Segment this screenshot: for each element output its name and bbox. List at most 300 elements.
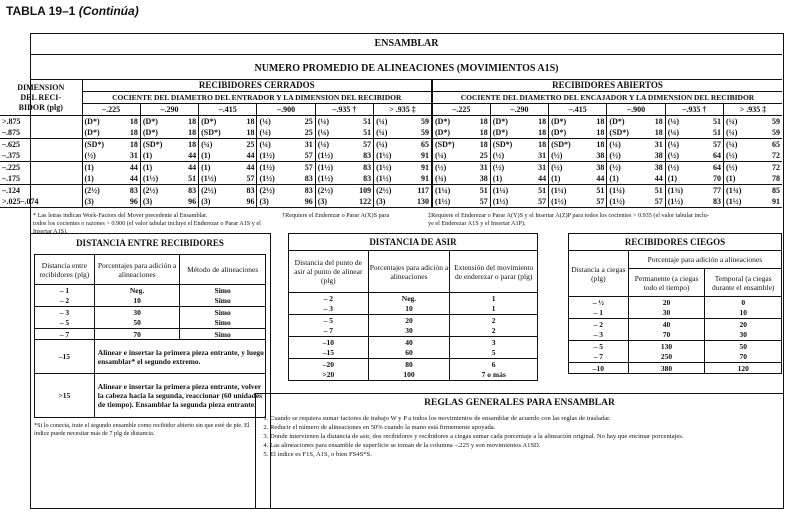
ciegos-cell: – 7: [569, 352, 629, 363]
open-value: 51: [694, 116, 723, 128]
closed-factor: (¼): [317, 128, 330, 137]
ciegos-title: RECIBIDORES CIEGOS: [568, 233, 782, 250]
open-value: 64: [694, 150, 723, 162]
dist-table: [34, 254, 266, 418]
closed-factor: (¼): [259, 117, 271, 126]
closed-value: 91: [403, 173, 432, 185]
open-value: 57: [636, 196, 665, 208]
open-value: 51: [694, 127, 723, 139]
open-factor: (SD*): [609, 128, 629, 137]
open-value: 18: [578, 127, 607, 139]
asir-cell: 2: [491, 315, 496, 325]
asir-cell: 100: [368, 370, 450, 381]
open-factor: (1½): [609, 197, 625, 206]
open-value: 38: [578, 150, 607, 162]
dist-cell: – 1: [35, 285, 95, 296]
dim-cell: –.875: [0, 127, 82, 139]
closed-factor: (3): [84, 197, 94, 206]
open-value: 38: [578, 162, 607, 174]
footnote-ddagger-line: ‡Requiere el Enderezar o Parar A(Y)S y el Insertar A(Z)P para todos los cocientes > 0.935 (el valor tabular inclu-: [428, 212, 709, 219]
ciegos-table: [568, 250, 782, 374]
closed-value: 59: [403, 127, 432, 139]
closed-value: 51: [169, 173, 198, 185]
open-header: RECIBIDORES ABIERTOS: [432, 80, 782, 92]
dist-cell: Simo: [214, 329, 231, 339]
closed-factor: (2½): [376, 186, 392, 195]
ciegos-row: [569, 330, 782, 341]
ciegos-cell: 70: [739, 352, 747, 362]
ciegos-cell: 70: [628, 330, 705, 341]
alignment-table: [0, 80, 782, 208]
dist-g15: >15: [35, 374, 95, 418]
open-factor: (D*): [492, 128, 508, 137]
dist-cell: – 2: [35, 296, 95, 307]
open-factor: (1): [551, 174, 561, 183]
regla-item: 1. Cuando se requiera sumar factores de trabajo W y P a todos los movimientos de ensamblar de acuerdo con las reglas de trasladar.: [270, 414, 783, 423]
closed-factor: (D*): [201, 117, 217, 126]
dist-cell: Simo: [214, 318, 231, 328]
closed-factor: (¼): [259, 140, 271, 149]
open-value: 57: [461, 196, 490, 208]
closed-factor: (3): [259, 197, 269, 206]
asir-cell: 20: [368, 315, 450, 326]
dist-cell: 70: [94, 329, 180, 340]
closed-value: 44: [111, 162, 140, 174]
open-factor: (¼): [726, 117, 738, 126]
closed-value: 18: [111, 139, 140, 151]
closed-factor: (SD*): [84, 140, 105, 149]
ciegos-row: [569, 297, 782, 308]
table-row: [0, 139, 782, 151]
asir-row: [289, 370, 538, 381]
closed-value: 31: [111, 150, 140, 162]
ciegos-cell: 40: [628, 319, 705, 330]
open-ratio-3: –.900: [607, 104, 665, 116]
asir-cell: 80: [368, 359, 450, 370]
reglas-list: [256, 414, 783, 459]
asir-row: [289, 337, 538, 348]
closed-value: 44: [228, 150, 257, 162]
open-factor: (1½): [434, 197, 451, 206]
asir-cell: 10: [368, 304, 450, 315]
asir-row: [289, 348, 538, 359]
open-value: 51: [578, 185, 607, 197]
closed-value: 25: [286, 127, 315, 139]
ciegos-cell: – 5: [569, 341, 629, 352]
dist-panel: [30, 233, 271, 508]
open-factor: (1): [726, 174, 736, 183]
closed-factor: (2½): [259, 186, 275, 195]
open-value: 91: [772, 197, 780, 206]
open-factor: (½): [726, 151, 738, 160]
dim-cell: –.625: [0, 139, 82, 151]
asir-cell: 1: [491, 293, 496, 303]
open-value: 31: [636, 139, 665, 151]
closed-factor: (D*): [84, 117, 100, 126]
closed-value: 91: [403, 150, 432, 162]
closed-value: 44: [228, 162, 257, 174]
closed-factor: (¼): [376, 128, 388, 137]
open-factor: (¼): [667, 117, 680, 126]
open-value: 18: [636, 116, 665, 128]
open-factor: (¼): [434, 151, 447, 160]
footnote-ddagger-line2: ye el Enderezar A1S y el Insertar A1P).: [428, 220, 526, 227]
dist-cell: Simo: [214, 285, 231, 295]
closed-value: 25: [228, 139, 257, 151]
closed-factor: (¼): [317, 140, 330, 149]
open-factor: (1½): [551, 197, 567, 206]
open-value: 51: [636, 185, 665, 197]
asir-cell: 3: [491, 337, 496, 347]
regla-item: 3. Donde intervienen la distancia de asir, dos recibidores y recibidores a ciegas sumar cada porcentaje a la alineación original. No hay que encimar porcentajes.: [270, 432, 783, 441]
asir-cell: 6: [491, 359, 496, 369]
footnote-ddagger: [428, 212, 780, 228]
closed-factor: (1½): [317, 151, 334, 160]
open-value: 44: [519, 173, 548, 185]
regla-item: 4. Las alineaciones para ensamble de superficie se toman de la columna –.225 y son movimientos A1SD.: [270, 441, 783, 450]
open-factor: (¾): [434, 174, 447, 183]
closed-value: 18: [111, 116, 140, 128]
table-row: [0, 150, 782, 162]
dist-h3: Método de alineaciones: [187, 265, 259, 274]
closed-value: 57: [228, 173, 257, 185]
open-value: 72: [772, 163, 780, 172]
open-ratio-0: –.225: [432, 104, 490, 116]
open-value: 18: [461, 139, 490, 151]
open-value: 57: [694, 139, 723, 151]
closed-factor: (¼): [317, 117, 330, 126]
open-factor: (1½): [667, 197, 684, 206]
asir-cell: – 3: [289, 304, 369, 315]
dim-cell: >.025–.074: [0, 196, 82, 208]
closed-ratio-3: –.900: [257, 104, 315, 116]
closed-value: 51: [344, 127, 373, 139]
closed-factor: (2½): [142, 186, 159, 195]
dim-cell: –.175: [0, 173, 82, 185]
open-factor: (½): [609, 151, 621, 160]
closed-value: 96: [286, 196, 315, 208]
open-value: 25: [461, 150, 490, 162]
asir-cell: –10: [289, 337, 369, 348]
closed-value: 51: [344, 116, 373, 128]
table-continuation: (Continúa): [78, 4, 139, 18]
ciegos-cell: – 2: [569, 319, 629, 330]
open-factor: (D*): [492, 117, 508, 126]
reglas-panel: [255, 393, 783, 508]
ciegos-h-dist: Distancia a ciegas (plg): [569, 251, 629, 297]
closed-value: 83: [344, 150, 373, 162]
open-factor: (½): [434, 163, 447, 172]
open-value: 38: [461, 173, 490, 185]
closed-value: 18: [111, 127, 140, 139]
open-factor: (1¾): [667, 186, 684, 195]
open-value: 18: [578, 116, 607, 128]
open-value: 72: [772, 151, 780, 160]
ciegos-row: [569, 363, 782, 374]
asir-cell: 60: [368, 348, 450, 359]
dist-cell: Simo: [214, 296, 231, 306]
dist-row: [35, 329, 266, 340]
dist-cell: – 3: [35, 307, 95, 318]
open-value: 44: [578, 173, 607, 185]
ciegos-cell: 130: [628, 341, 705, 352]
closed-header: RECIBIDORES CERRADOS: [82, 80, 432, 92]
open-factor: (½): [551, 151, 563, 160]
closed-factor: (1): [142, 151, 153, 160]
closed-value: 57: [286, 150, 315, 162]
open-value: 59: [772, 117, 780, 126]
open-factor: (1): [667, 174, 678, 183]
closed-value: 18: [228, 116, 257, 128]
closed-factor: (1): [84, 174, 94, 183]
ciegos-cell: 20: [628, 297, 705, 308]
dist-cell: 10: [94, 296, 180, 307]
closed-ratio-2: –.415: [199, 104, 257, 116]
closed-factor: (2½): [84, 186, 100, 195]
open-value: 31: [519, 162, 548, 174]
ciegos-cell: 0: [741, 297, 746, 307]
open-factor: (1¼): [492, 186, 509, 195]
closed-factor: (¼): [201, 140, 213, 149]
open-factor: (D*): [551, 117, 567, 126]
dist-cell: – 7: [35, 329, 95, 340]
closed-factor: (1½): [259, 174, 275, 183]
closed-value: 83: [111, 185, 140, 197]
ciegos-row: [569, 352, 782, 363]
closed-value: 65: [403, 139, 432, 151]
closed-ratio-5: > .935 ‡: [374, 104, 432, 116]
section-header: ENSAMBLAR: [31, 34, 782, 55]
closed-value: 109: [344, 185, 373, 197]
open-ratio-1: –.290: [490, 104, 548, 116]
closed-factor: (1): [201, 151, 211, 160]
open-factor: (½): [609, 163, 621, 172]
closed-value: 96: [111, 196, 140, 208]
open-factor: (1¼): [609, 186, 625, 195]
reglas-title: REGLAS GENERALES PARA ENSAMBLAR: [424, 398, 615, 408]
closed-value: 83: [344, 173, 373, 185]
dist-g15-text: Alinear e insertar la primera pieza entrante, volver la cabeza hacia la segunda, reaccionar (60 unidades de tiempo). Ensamblar la segunda pieza entrante.: [97, 382, 263, 409]
dim-cell: >.875: [0, 116, 82, 128]
closed-value: 83: [228, 185, 257, 197]
open-value: 18: [636, 127, 665, 139]
closed-value: 83: [286, 185, 315, 197]
closed-factor: (D*): [84, 128, 100, 137]
ciegos-cell: – 3: [569, 330, 629, 341]
table-row: [0, 116, 782, 128]
closed-factor: (1½): [376, 163, 392, 172]
closed-factor: (1½): [142, 174, 159, 183]
open-factor: (½): [667, 151, 680, 160]
asir-h1: Distancia del punto de asir al punto de alinear (plg): [289, 251, 369, 293]
asir-cell: 5: [491, 348, 496, 358]
closed-value: 44: [169, 162, 198, 174]
dist-cell: Simo: [214, 307, 231, 317]
closed-value: 25: [286, 116, 315, 128]
asir-cell: – 5: [289, 315, 369, 326]
open-value: 65: [772, 140, 780, 149]
asir-row: [289, 304, 538, 315]
ciegos-row: [569, 341, 782, 352]
table-row: [0, 185, 782, 197]
table-row: [0, 173, 782, 185]
dist-note: *Si lo conecta, trate el segundo ensamble como recibidor abierto sin que esté de pie. El índice puede necesitar más de 7 plg de distancia.: [34, 422, 250, 437]
dim-cell: –.225: [0, 162, 82, 174]
open-factor: (D*): [551, 128, 567, 137]
asir-cell: – 2: [289, 293, 369, 304]
table-row: [0, 127, 782, 139]
asir-cell: 7 o más: [481, 370, 506, 380]
open-factor: (1): [492, 174, 503, 183]
open-factor: (D*): [434, 117, 451, 126]
closed-value: 83: [286, 173, 315, 185]
open-ratio-2: –.415: [549, 104, 607, 116]
open-value: 18: [461, 127, 490, 139]
open-value: 85: [772, 186, 780, 195]
open-value: 18: [461, 116, 490, 128]
dist-cell: 30: [94, 307, 180, 318]
closed-value: 18: [169, 116, 198, 128]
dim-header-1: DIMENSION: [17, 82, 65, 92]
open-factor: (1¼): [434, 186, 451, 195]
closed-factor: (¼): [376, 117, 388, 126]
closed-value: 130: [403, 196, 432, 208]
dim-header-3: BIDOR (plg): [18, 102, 63, 112]
ciegos-cell: 50: [739, 341, 747, 351]
open-subheader: COCIENTE DEL DIAMETRO DEL ENCAJADOR Y LA DIMENSION DEL RECIBIDOR: [432, 92, 782, 104]
closed-value: 18: [169, 127, 198, 139]
asir-cell: – 7: [289, 326, 369, 337]
table-row: [0, 162, 782, 174]
closed-factor: (1): [142, 163, 153, 172]
closed-factor: (2½): [201, 186, 217, 195]
closed-value: 31: [286, 139, 315, 151]
open-ratio-5: > .935 ‡: [724, 104, 782, 116]
closed-factor: (1½): [376, 151, 392, 160]
open-factor: (D*): [609, 117, 625, 126]
dim-cell: –.124: [0, 185, 82, 197]
dist-h1: Distancia entre recibidores (plg): [35, 255, 95, 285]
page-title: [6, 4, 139, 18]
ciegos-h-temp: Temporal (a ciegas durante el ensamble): [711, 273, 775, 292]
asir-row: [289, 315, 538, 326]
asir-cell: 2: [491, 326, 496, 336]
dist-row: [35, 307, 266, 318]
asir-panel: [288, 233, 538, 381]
ciegos-cell: 380: [628, 363, 705, 374]
closed-factor: (1½): [259, 163, 275, 172]
open-value: 31: [461, 162, 490, 174]
open-value: 18: [578, 139, 607, 151]
open-factor: (½): [551, 163, 563, 172]
regla-item: 5. El índice es F1S, A1S, o bien FS4S*S.: [270, 450, 783, 459]
open-value: 38: [636, 150, 665, 162]
open-value: 31: [519, 150, 548, 162]
table-number: TABLA 19–1: [6, 4, 76, 18]
ciegos-cell: 30: [739, 330, 747, 340]
open-value: 70: [694, 173, 723, 185]
open-factor: (¼): [726, 128, 738, 137]
open-value: 57: [578, 196, 607, 208]
closed-value: 57: [286, 162, 315, 174]
dist-row: [35, 318, 266, 329]
closed-factor: (3): [142, 197, 153, 206]
closed-factor: (1½): [317, 163, 334, 172]
ciegos-cell: – 1: [569, 308, 629, 319]
open-value: 44: [636, 173, 665, 185]
open-value: 38: [636, 162, 665, 174]
asir-table: [288, 250, 538, 381]
open-factor: (1¼): [551, 186, 567, 195]
closed-value: 122: [344, 196, 373, 208]
closed-factor: (1½): [317, 174, 334, 183]
ciegos-cell: 30: [628, 308, 705, 319]
open-factor: (SD*): [492, 140, 513, 149]
closed-factor: (D*): [142, 128, 158, 137]
closed-factor: (1½): [376, 174, 392, 183]
footnote-star-line: * Las letras indican Work-Factors del Mover precedente al Ensamblar.: [33, 212, 208, 219]
dim-cell: –.375: [0, 150, 82, 162]
asir-row: [289, 359, 538, 370]
closed-factor: (1): [84, 163, 94, 172]
asir-row: [289, 293, 538, 304]
open-value: 51: [519, 185, 548, 197]
open-value: 18: [519, 139, 548, 151]
closed-value: 96: [169, 196, 198, 208]
ciegos-cell: –10: [569, 363, 629, 374]
regla-item: 2. Reducir el número de alineaciones en 50% cuando la mano está firmemente apoyada.: [270, 423, 783, 432]
closed-factor: (1½): [201, 174, 217, 183]
dim-header-2: DEL RECI-: [20, 92, 62, 102]
ciegos-cell: – ½: [569, 297, 629, 308]
closed-value: 18: [169, 139, 198, 151]
ciegos-row: [569, 319, 782, 330]
closed-factor: (½): [84, 151, 96, 160]
asir-h2: Porcentajes para adición a alineaciones: [368, 251, 450, 293]
dist-cell: Neg.: [94, 285, 180, 296]
closed-value: 91: [403, 162, 432, 174]
dist-title: DISTANCIA ENTRE RECIBIDORES: [76, 238, 224, 248]
closed-ratio-0: –.225: [82, 104, 140, 116]
closed-factor: (¼): [259, 128, 271, 137]
closed-factor: (3): [317, 197, 328, 206]
asir-row: [289, 326, 538, 337]
open-factor: (¼): [667, 128, 680, 137]
open-factor: (D*): [434, 128, 451, 137]
closed-subheader: COCIENTE DEL DIAMETRO DEL ENTRADOR Y LA DIMENSION DEL RECIBIDOR: [82, 92, 432, 104]
closed-ratio-1: –.290: [140, 104, 198, 116]
ciegos-panel: [568, 233, 782, 374]
closed-value: 57: [344, 139, 373, 151]
asir-cell: Neg.: [368, 293, 450, 304]
ciegos-cell: 250: [628, 352, 705, 363]
open-factor: (½): [726, 163, 738, 172]
closed-value: 83: [344, 162, 373, 174]
closed-factor: (D*): [142, 117, 158, 126]
dist-r15-text: Alinear e insertar la primera pieza entrante, y luego ensamblar* el segundo extremo.: [97, 347, 264, 366]
dist-r15: –15: [35, 340, 95, 374]
open-factor: (1¾): [726, 186, 742, 195]
open-factor: (1): [609, 174, 619, 183]
ciegos-cell: 120: [737, 363, 749, 373]
asir-cell: 1: [491, 304, 496, 314]
open-factor: (½): [667, 163, 680, 172]
open-factor: (¼): [667, 140, 680, 149]
closed-value: 117: [403, 185, 432, 197]
ciegos-cell: 10: [739, 308, 747, 318]
open-value: 18: [519, 127, 548, 139]
open-value: 83: [694, 196, 723, 208]
